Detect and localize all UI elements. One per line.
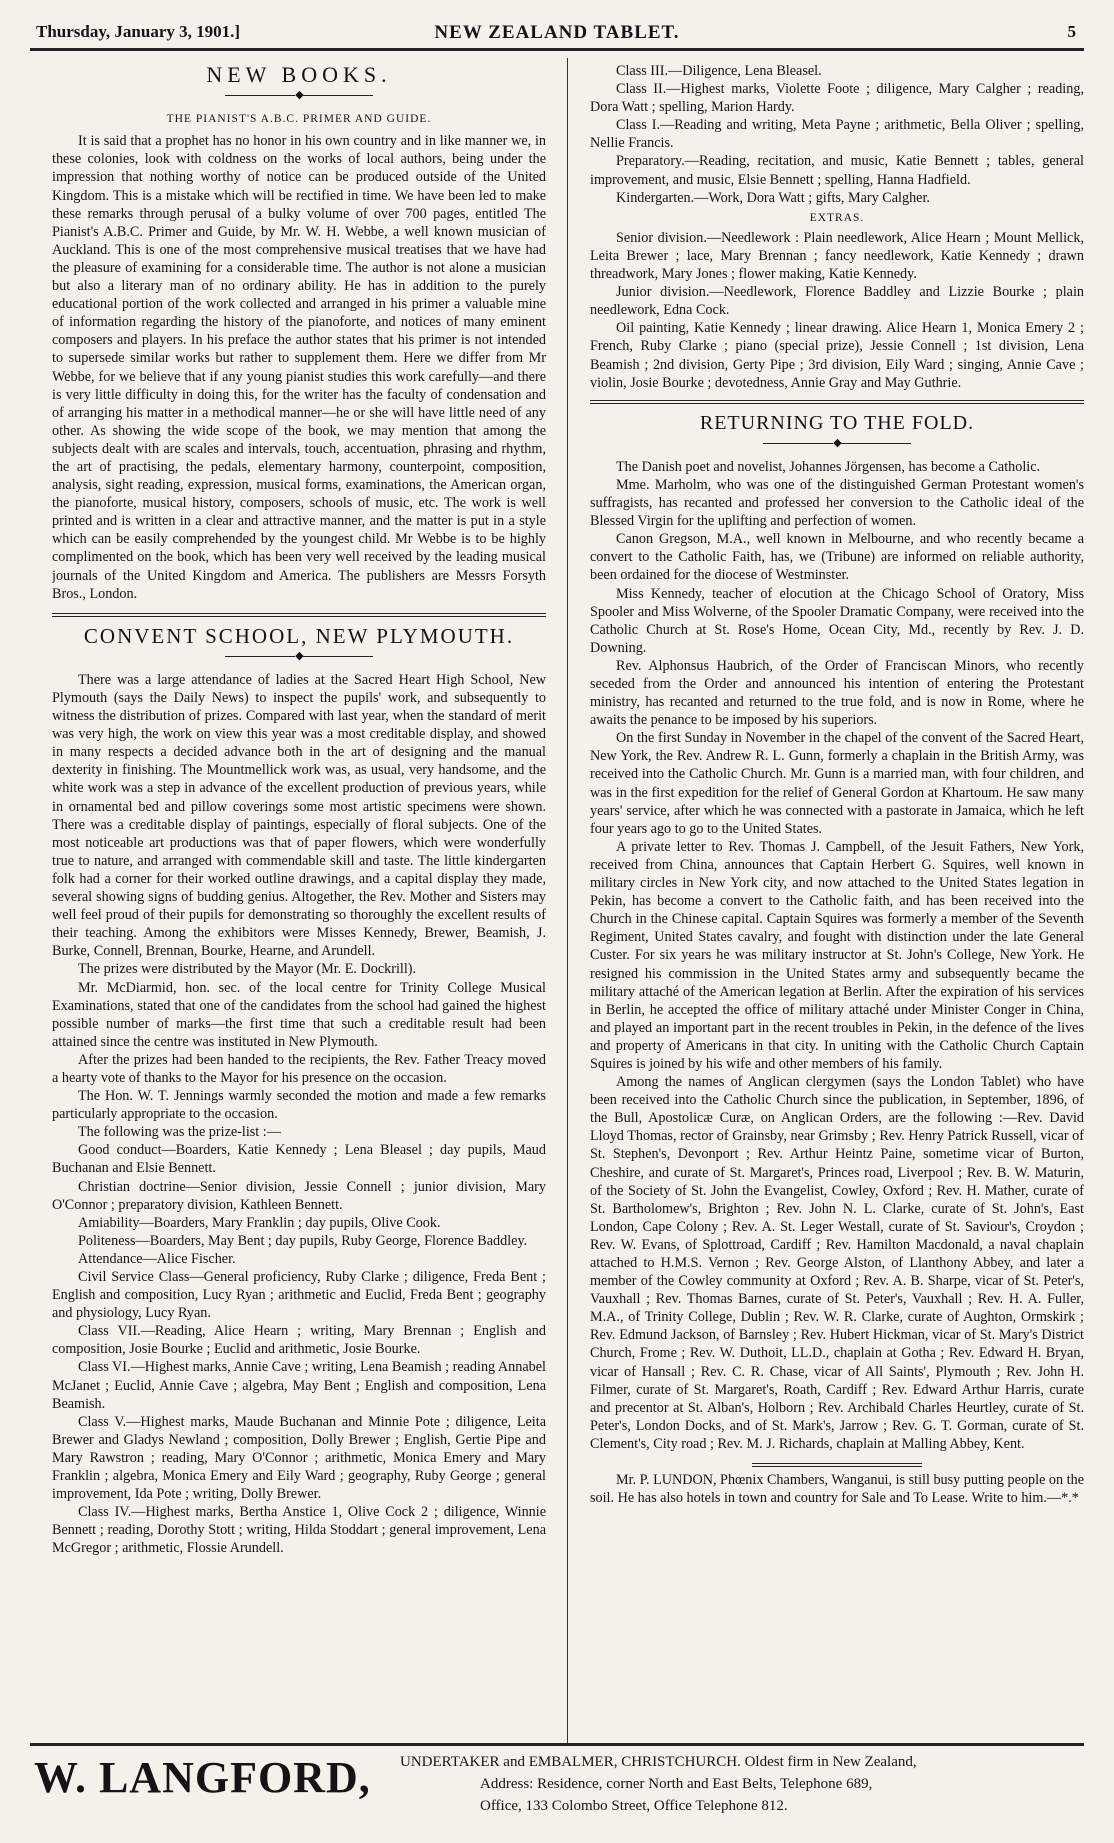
prize-entry: Class IV.—Highest marks, Bertha Anstice 1, Olive Cock 2 ; diligence, Winnie Bennett ; reading, Dorothy Stott ; writing, Hilda Stoddart ; general improvement, Lena McGregor ; arithmetic, Flossie Arundell. [52, 1504, 546, 1557]
prize-entry: Amiability—Boarders, Mary Franklin ; day pupils, Olive Cook. [78, 1214, 441, 1231]
notice-separator [752, 1463, 922, 1467]
prize-entry: Class I.—Reading and writing, Meta Payne ; arithmetic, Bella Oliver ; spelling, Nellie Francis. [590, 117, 1084, 152]
article-paragraph: There was a large attendance of ladies at the Sacred Heart High School, New Plymouth (says the Daily News) to inspect the pupils' work, and subsequently to witness the distribution of prizes. Compared with last year, when the standard of merit was very high, the work on view this year was a most creditable display, and showed in many respects a decided advance both in the art of designing and the manual dexterity in finishing. The Mountmellick work was, as usual, very handsome, and the white work was a step in advance of the excellent production of previous years, while in ornamental bed and pillow coverings some most artistic specimens were shown. There was a creditable display of paintings, especially of floral subjects. One of the most noticeable art productions was that of paper flowers, which were wonderfully true to nature, and arranged with commendable skill and taste. The little kindergarten folk had a corner for their worked outline drawings, and a capital display they made, several showing signs of budding genius. Altogether, the Rev. Mother and Sisters may well feel proud of their pupils for demonstrating so thoroughly the excellent results of their teaching. Among the exhibitors were Misses Kennedy, Brewer, Beamish, J. Burke, Connell, Brennan, Bourke, Hearne, and Arundell. [52, 671, 546, 960]
prize-entry: Class VI.—Highest marks, Annie Cave ; writing, Lena Beamish ; reading Annabel McJanet ; Euclid, Annie Cave ; algebra, May Bent ; English and composition, Lena Beamish. [52, 1359, 546, 1412]
extras-entry: Junior division.—Needlework, Florence Baddley and Lizzie Bourke ; plain needlework, Edna Cock. [590, 284, 1084, 319]
article-paragraph: A private letter to Rev. Thomas J. Campbell, of the Jesuit Fathers, New York, received from China, announces that Captain Herbert G. Squires, well known in military circles in New York city, and now attached to the United States legation in Pekin, has become a convert to the Catholic faith, and has been received into the Church in the Chinese capital. Captain Squires was formerly a member of the Seventh Regiment, United States cavalry, and fought with distinction under the late General Custer. For six years he was military instructor at St. John's College, New York. He resigned his commission in the United States army and subsequently became the military attaché of the American legation at Berlin. After the expiration of his services in Berlin, he accepted the office of military attaché under Minister Conger in China, and played an important part in the recent troubles in Pekin, in the defence of the lives and property of Americans in that city. In uniting with the Catholic Church Captain Squires is joined by his wife and other members of his family. [590, 838, 1084, 1072]
advert-line-3: Office, 133 Colombo Street, Office Telephone 812. [480, 1798, 788, 1814]
ornament-divider: ◆ [52, 647, 546, 665]
page-number: 5 [1067, 22, 1076, 41]
prize-entry: Class III.—Diligence, Lena Bleasel. [616, 63, 822, 79]
newspaper-title: NEW ZEALAND TABLET. [434, 22, 680, 43]
article-paragraph: Mme. Marholm, who was one of the distinguished German Protestant women's suffragists, has recanted and professed her conversion to the Catholic ideal of the Blessed Virgin for the uplifting and perfection of women. [590, 476, 1084, 530]
article-paragraph: Among the names of Anglican clergymen (says the London Tablet) who have been received into the Catholic Church since the publication, in September, 1896, of the Bull, Apostolicæ Curæ, on Anglican Orders, are the following :—Rev. David Lloyd Thomas, rector of Grainsby, near Grimsby ; Rev. Henry Patrick Russell, vicar of St. Stephen's, Devonport ; Rev. Arthur Heintz Paine, sometime vicar of Burton, Cheshire, and curate of St. Margaret's, Princes road, Liverpool ; Rev. B. W. Maturin, of the Society of St. John the Evangelist, Cowley, Oxford ; Rev. H. Mather, curate of St. Bartholomew's, Brighton ; Rev. John N. L. Clarke, curate of St. John's, East London, Cape Colony ; Rev. A. St. Leger Westall, curate of St. Saviour's, Croydon ; Rev. W. Evans, of Splottroad, Cardiff ; Rev. Hamilton Macdonald, a naval chaplain attached to H.M.S. Vernon ; Rev. George Alston, of Llanthony Abbey, and later a member of the Cowley community at Oxford ; Rev. A. B. Sharpe, vicar of St. Peter's, Vauxhall ; Rev. Thomas Barnes, curate of St. Peter's, Vauxhall ; Rev. H. A. Fuller, M.A., of Trinity College, Dublin ; Rev. W. R. Clarke, curate of Aughton, Ormskirk ; Rev. Edmund Jackson, of Barnsley ; Rev. Hubert Hickman, vicar of St. Mary's District Church, Frome ; Rev. W. Duthoit, LL.D., chaplain at Gotha ; Rev. Edward H. Bryan, vicar of Hansall ; Rev. C. R. Chase, vicar of All Saints', Plymouth ; Rev. John H. Filmer, curate of St. Margaret's, Roath, Cardiff ; Rev. Edward Arthur Harris, curate and precentor at St. Alban's, Holborn ; Rev. Archibald Charles Heurtley, curate of St. Peter's, London Docks, and of St. Mark's, Jarrow ; Rev. G. T. Gorman, curate of St. Clement's, City road ; Rev. M. J. Richards, chaplain at Malling Abbey, Kent. [590, 1074, 1084, 1452]
left-column [52, 62, 546, 1742]
article-paragraph: Canon Gregson, M.A., well known in Melbourne, and who recently became a convert to the Catholic Faith, has, we (Tribune) are informed on reliable authority, been ordained for the diocese of Westminster. [590, 531, 1084, 584]
lundon-notice: Mr. P. LUNDON, Phœnix Chambers, Wanganui, is still busy putting people on the soil. He has also hotels in town and country for Sale and To Lease. Write to him.—*.* [590, 1472, 1084, 1507]
prize-entry: Christian doctrine—Senior division, Jessie Connell ; junior division, Mary O'Connor ; preparatory division, Kathleen Bennett. [52, 1178, 546, 1213]
advert-line-1: UNDERTAKER and EMBALMER, CHRISTCHURCH. Oldest firm in New Zealand, [400, 1754, 917, 1770]
prize-entry: Good conduct—Boarders, Katie Kennedy ; Lena Bleasel ; day pupils, Maud Buchanan and Elsie Bennett. [52, 1142, 546, 1177]
article-paragraph: The Hon. W. T. Jennings warmly seconded the motion and made a few remarks particularly appropriate to the occasion. [52, 1088, 546, 1123]
prize-entry: Class VII.—Reading, Alice Hearn ; writing, Mary Brennan ; English and composition, Josie Bourke ; Euclid and arithmetic, Josie Bourke. [52, 1323, 546, 1358]
extras-entry: Oil painting, Katie Kennedy ; linear drawing. Alice Hearn 1, Monica Emery 2 ; French, Ruby Clarke ; piano (special prize), Jessie Connell ; 1st division, Lena Beamish ; 2nd division, Gerty Pipe ; 3rd division, Eily Ward ; singing, Annie Cave ; violin, Josie Bourke ; devotedness, Annie Gray and May Guthrie. [590, 320, 1084, 391]
prize-entry: Attendance—Alice Fischer. [78, 1250, 236, 1267]
prize-entry: Class V.—Highest marks, Maude Buchanan and Minnie Pote ; diligence, Leita Brewer and Gladys Newland ; composition, Dolly Brewer ; English, Gertie Pipe and Mary Rawstron ; reading, Mary O'Connor ; arithmetic, Monica Emery and Mary Franklin ; algebra, Monica Emery and Eily Ward ; geography, Ruby George ; general improvement, Ida Pote ; writing, Dolly Brewer. [52, 1413, 546, 1503]
prize-entry: Politeness—Boarders, May Bent ; day pupils, Ruby George, Florence Baddley. [78, 1232, 528, 1249]
ornament-divider: ◆ [52, 86, 546, 104]
right-column [590, 62, 1084, 1742]
advert-rule [30, 1743, 1084, 1746]
new-books-heading: NEW BOOKS. [206, 62, 392, 87]
column-divider [567, 58, 568, 1743]
article-paragraph: The following was the prize-list :— [78, 1124, 281, 1141]
book-review-subheading: THE PIANIST'S A.B.C. PRIMER AND GUIDE. [166, 113, 432, 126]
convent-school-heading: CONVENT SCHOOL, NEW PLYMOUTH. [83, 623, 515, 648]
issue-date: Thursday, January 3, 1901.] [36, 22, 241, 41]
extras-heading: EXTRAS. [809, 211, 865, 224]
prize-entry: Kindergarten.—Work, Dora Watt ; gifts, Mary Calgher. [616, 189, 930, 206]
book-review-paragraph: It is said that a prophet has no honor in his own country and in like manner we, in these colonies, look with coldness on the works of local authors, being under the impression that nothing worthy of notice can be produced outside of the United Kingdom. This is a mistake which will be rectified in time. We have been led to make these remarks through perusal of a bulky volume of over 700 pages, entitled The Pianist's A.B.C. Primer and Guide, by Mr. W. H. Webbe, a well known musician of Auckland. This is one of the most comprehensive musical treatises that we have had the pleasure of examining for a considerable time. The author is not alone a musician but also a literary man of no ordinary ability. He has in addition to the purely educational portion of the work collected and arranged in his primer a valuable mine of information regarding the history of the pianoforte, and notices of many eminent composers and players. In his preface the author states that his primer is not intended to supersede similar works but rather to supplement them. Here we differ from Mr Webbe, for we believe that if any young pianist studies this work carefully—and there is very little difficulty in doing this, for the writer has the faculty of condensation and of arranging his matter in a methodical manner—he or she will have little need of any other. As showing the wide scope of the book, we may mention that among the subjects dealt with are scales and intervals, touch, accentuation, phrasing and rhythm, the art of practising, the pedals, elementary harmony, counterpoint, composition, analysis, sight reading, expression, musical forms, examinations, the American organ, the pianoforte, musical history, composers, schools of music, etc. The work is well printed and is written in a clear and attractive manner, and the matter is put in a style which can be easily comprehended by the youngest child. Mr Webbe is to be highly complimented on the book, which has been very well received by the leading musical journals of the United Kingdom and America. The publishers are Messrs Forsyth Bros., London. [52, 133, 546, 602]
article-paragraph: After the prizes had been handed to the recipients, the Rev. Father Treacy moved a hearty vote of thanks to the Mayor for his presence on the occasion. [52, 1051, 546, 1086]
article-paragraph: Mr. McDiarmid, hon. sec. of the local centre for Trinity College Musical Examinations, stated that one of the candidates from the school had gained the highest possible number of marks—the first time that such a creditable result had been attained since the centre was instituted in New Plymouth. [52, 979, 546, 1050]
prize-entry: Civil Service Class—General proficiency, Ruby Clarke ; diligence, Freda Bent ; English and composition, Lucy Ryan ; arithmetic and Euclid, Freda Bent ; geography and physiology, Lucy Ryan. [52, 1269, 546, 1322]
article-paragraph: Rev. Alphonsus Haubrich, of the Order of Franciscan Minors, who recently seceded from the Order and announced his intention of entering the Protestant ministry, has recanted and returned to the true fold, and is now in Rome, where he awaits the penance to be imposed by his superiors. [590, 657, 1084, 729]
advert-name: W. LANGFORD, [34, 1753, 371, 1802]
masthead [30, 18, 1084, 51]
returning-heading: RETURNING TO THE FOLD. [590, 400, 1084, 432]
article-paragraph: The prizes were distributed by the Mayor (Mr. E. Dockrill). [78, 961, 417, 978]
prize-entry: Class II.—Highest marks, Violette Foote ; diligence, Mary Calgher ; reading, Dora Watt ; spelling, Marion Hardy. [590, 81, 1084, 116]
extras-entry: Senior division.—Needlework : Plain needlework, Alice Hearn ; Mount Mellick, Leita Brewer ; lace, Mary Brennan ; fancy needlework, Katie Kennedy ; drawn threadwork, Mary Jones ; flower making, Katie Kennedy. [590, 229, 1084, 283]
article-paragraph: On the first Sunday in November in the chapel of the convent of the Sacred Heart, New York, the Rev. Andrew R. L. Gunn, formerly a chaplain in the British Army, was received into the Catholic Church. Mr. Gunn is a married man, with four children, and was in the first expedition for the relief of General Gordon at Khartoum. He saw many years' service, after which he was connected with a pastorate in Jamaica, which he left four years ago to go to the United States. [590, 730, 1084, 837]
advert-line-2: Address: Residence, corner North and East Belts, Telephone 689, [480, 1776, 873, 1792]
ornament-divider: ◆ [590, 434, 1084, 452]
prize-entry: Preparatory.—Reading, recitation, and music, Katie Bennett ; tables, general improvement, and music, Elsie Bennett ; spelling, Hanna Hadfield. [590, 153, 1084, 188]
article-paragraph: Miss Kennedy, teacher of elocution at the Chicago School of Oratory, Miss Spooler and Miss Wolverne, of the Spooler Dramatic Company, were received into the Catholic Church at St. Rose's Home, Ocean City, Md., recently by Rev. J. D. Downing. [590, 585, 1084, 656]
section-separator [52, 613, 546, 617]
article-paragraph: The Danish poet and novelist, Johannes Jörgensen, has become a Catholic. [616, 458, 1041, 475]
